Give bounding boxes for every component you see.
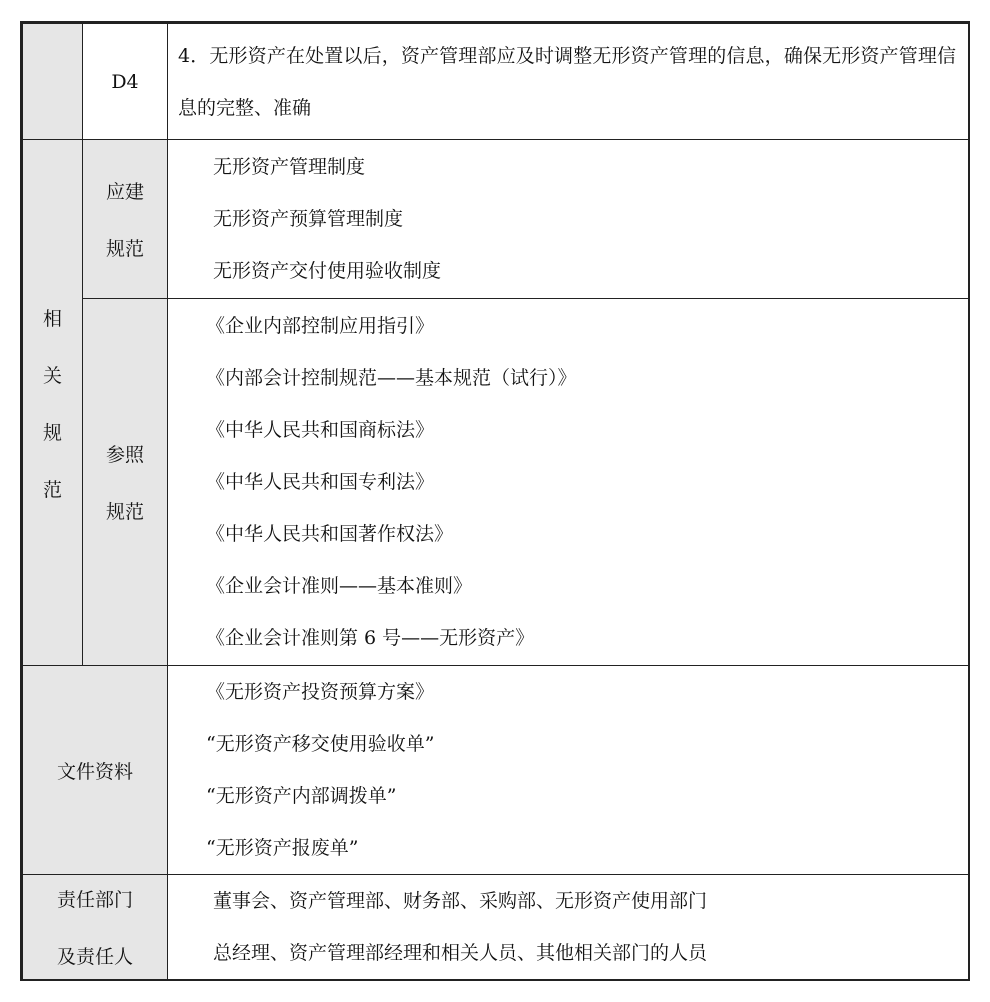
related-norms-label bbox=[23, 304, 82, 502]
control-description: 4．无形资产在处置以后，资产管理部应及时调整无形资产管理的信息，确保无形资产管理信息的完整、准确 bbox=[178, 44, 956, 119]
documents-list bbox=[168, 666, 968, 874]
list-item: 总经理、资产管理部经理和相关人员、其他相关部门的人员 bbox=[213, 942, 708, 964]
list-item: 《中华人民共和国专利法》 bbox=[206, 471, 435, 493]
list-item: 《企业会计准则第 6 号——无形资产》 bbox=[206, 627, 535, 649]
control-description-cell bbox=[168, 24, 969, 140]
reference-label-cell bbox=[83, 299, 168, 666]
list-item: “无形资产报废单” bbox=[206, 837, 359, 859]
empty-header-cell bbox=[23, 24, 83, 140]
list-item: 无形资产交付使用验收制度 bbox=[213, 260, 442, 282]
responsibility-label bbox=[23, 885, 167, 969]
documents-list-cell bbox=[168, 666, 969, 875]
list-item: 《无形资产投资预算方案》 bbox=[206, 681, 435, 703]
should-build-list-cell bbox=[168, 140, 969, 299]
related-norms-label-cell bbox=[23, 140, 83, 666]
should-build-label-line-1: 应建 bbox=[105, 181, 144, 203]
responsibility-label-line-2: 及责任人 bbox=[56, 946, 133, 968]
list-item: 《中华人民共和国商标法》 bbox=[206, 419, 435, 441]
list-item: 《企业内部控制应用指引》 bbox=[206, 315, 435, 337]
responsibility-label-cell bbox=[23, 875, 168, 980]
related-norms-char-4: 范 bbox=[42, 478, 62, 501]
list-item: 《企业会计准则——基本准则》 bbox=[206, 575, 473, 597]
list-item: “无形资产内部调拨单” bbox=[206, 785, 397, 807]
should-build-label bbox=[83, 177, 167, 261]
responsibility-list bbox=[168, 875, 968, 979]
documents-label: 文件资料 bbox=[23, 666, 168, 875]
should-build-label-cell bbox=[83, 140, 168, 299]
table-row-reference bbox=[23, 299, 969, 666]
table-row-documents bbox=[23, 666, 969, 875]
responsibility-list-cell bbox=[168, 875, 969, 980]
reference-list-cell bbox=[168, 299, 969, 666]
control-matrix-table bbox=[22, 23, 969, 980]
related-norms-char-3: 规 bbox=[42, 421, 62, 444]
table-row-d4 bbox=[23, 24, 969, 140]
list-item: 无形资产预算管理制度 bbox=[213, 208, 404, 230]
should-build-label-line-2: 规范 bbox=[105, 238, 144, 260]
list-item: 《中华人民共和国著作权法》 bbox=[206, 523, 454, 545]
related-norms-char-2: 关 bbox=[42, 364, 62, 387]
control-code: D4 bbox=[83, 24, 168, 140]
list-item: 董事会、资产管理部、财务部、采购部、无形资产使用部门 bbox=[213, 890, 708, 912]
reference-label-line-2: 规范 bbox=[105, 501, 144, 523]
related-norms-char-1: 相 bbox=[42, 307, 62, 330]
list-item: 无形资产管理制度 bbox=[213, 156, 366, 178]
should-build-list bbox=[168, 141, 968, 297]
reference-label bbox=[83, 440, 167, 524]
table-row-responsibility bbox=[23, 875, 969, 980]
responsibility-label-line-1: 责任部门 bbox=[56, 889, 133, 911]
reference-label-line-1: 参照 bbox=[105, 444, 144, 466]
table-row-should-build bbox=[23, 140, 969, 299]
reference-list bbox=[168, 300, 968, 664]
list-item: 《内部会计控制规范——基本规范（试行）》 bbox=[206, 367, 577, 389]
list-item: “无形资产移交使用验收单” bbox=[206, 733, 435, 755]
